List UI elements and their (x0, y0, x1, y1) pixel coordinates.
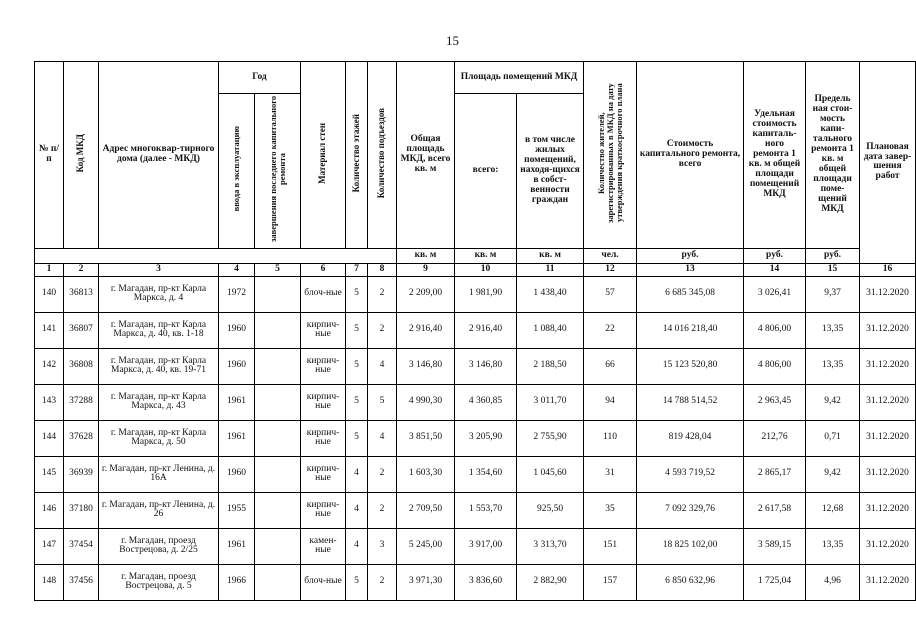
cell-repair-year (255, 384, 301, 420)
header-num: № п/п (35, 62, 64, 249)
cell-year: 1955 (219, 492, 255, 528)
cell-entrances: 2 (368, 276, 397, 312)
cell-entrances: 3 (368, 528, 397, 564)
cell-num: 140 (35, 276, 64, 312)
cell-repair-cost: 7 092 329,76 (637, 492, 744, 528)
table-row (35, 528, 916, 564)
cell-residents: 151 (584, 528, 637, 564)
cell-unit-cost: 212,76 (744, 420, 806, 456)
cell-premises-owned: 2 755,90 (517, 420, 584, 456)
cell-material: кирпич-ные (301, 348, 346, 384)
cell-material: кирпич-ные (301, 420, 346, 456)
cell-repair-cost: 14 016 218,40 (637, 312, 744, 348)
cell-address: г. Магадан, пр-кт Карла Маркса, д. 50 (99, 420, 219, 456)
cell-premises-total: 2 916,40 (455, 312, 517, 348)
cell-entrances: 4 (368, 348, 397, 384)
cell-code: 36807 (64, 312, 99, 348)
header-planned-date: Плановая дата завер-шения работ (860, 62, 916, 264)
cell-planned-date: 31.12.2020 (860, 312, 916, 348)
cell-repair-cost: 6 850 632,96 (637, 564, 744, 600)
cell-planned-date: 31.12.2020 (860, 384, 916, 420)
cell-repair-cost: 4 593 719,52 (637, 456, 744, 492)
header-year-commission: ввода в эксплуатацию (219, 94, 255, 249)
cell-premises-total: 1 553,70 (455, 492, 517, 528)
cell-max-cost: 9,42 (806, 384, 860, 420)
cell-premises-owned: 3 313,70 (517, 528, 584, 564)
cell-address: г. Магадан, пр-кт Карла Маркса, д. 4 (99, 276, 219, 312)
column-index: 15 (806, 263, 860, 276)
cell-area: 2 709,50 (397, 492, 455, 528)
table-body (35, 276, 916, 600)
cell-planned-date: 31.12.2020 (860, 456, 916, 492)
cell-max-cost: 0,71 (806, 420, 860, 456)
cell-year: 1972 (219, 276, 255, 312)
cell-unit-cost: 1 725,04 (744, 564, 806, 600)
cell-entrances: 4 (368, 420, 397, 456)
cell-repair-year (255, 456, 301, 492)
cell-area: 2 209,00 (397, 276, 455, 312)
cell-repair-cost: 14 788 514,52 (637, 384, 744, 420)
table-header (35, 62, 916, 277)
unit-repair-cost: руб. (637, 248, 744, 263)
cell-code: 36813 (64, 276, 99, 312)
cell-max-cost: 4,96 (806, 564, 860, 600)
table-row (35, 384, 916, 420)
cell-material: блоч-ные (301, 564, 346, 600)
cell-residents: 35 (584, 492, 637, 528)
cell-max-cost: 13,35 (806, 312, 860, 348)
cell-repair-year (255, 276, 301, 312)
cell-num: 148 (35, 564, 64, 600)
cell-address: г. Магадан, пр-кт Карла Маркса, д. 43 (99, 384, 219, 420)
header-residents: Количество жителей, зарегистрированных в МКД на дату утверждения краткосрочного плана (584, 62, 637, 249)
column-index: 12 (584, 263, 637, 276)
table-row (35, 312, 916, 348)
repair-plan-table (34, 61, 916, 601)
header-repair-cost: Стоимость капитального ремонта, всего (637, 62, 744, 249)
header-max-cost: Предель ная стои-мость капи-тального ремонта 1 кв. м общей площади поме-щений МКД (806, 62, 860, 249)
table-row (35, 420, 916, 456)
unit-unit-cost: руб. (744, 248, 806, 263)
cell-unit-cost: 4 806,00 (744, 348, 806, 384)
cell-floors: 5 (346, 348, 368, 384)
cell-num: 145 (35, 456, 64, 492)
cell-repair-year (255, 492, 301, 528)
cell-unit-cost: 4 806,00 (744, 312, 806, 348)
cell-premises-owned: 925,50 (517, 492, 584, 528)
column-index: 2 (64, 263, 99, 276)
cell-address: г. Магадан, пр-кт Ленина, д. 26 (99, 492, 219, 528)
cell-num: 141 (35, 312, 64, 348)
page-number: 15 (446, 33, 459, 48)
column-index: 8 (368, 263, 397, 276)
cell-code: 37454 (64, 528, 99, 564)
cell-material: кирпич-ные (301, 456, 346, 492)
column-index: 4 (219, 263, 255, 276)
cell-planned-date: 31.12.2020 (860, 564, 916, 600)
cell-repair-cost: 819 428,04 (637, 420, 744, 456)
cell-address: г. Магадан, пр-кт Карла Маркса, д. 40, кв. 1-18 (99, 312, 219, 348)
column-index: 6 (301, 263, 346, 276)
cell-max-cost: 9,37 (806, 276, 860, 312)
column-index: 9 (397, 263, 455, 276)
cell-premises-owned: 2 882,90 (517, 564, 584, 600)
cell-entrances: 2 (368, 312, 397, 348)
cell-premises-total: 3 917,00 (455, 528, 517, 564)
cell-address: г. Магадан, проезд Вострецова, д. 2/25 (99, 528, 219, 564)
cell-num: 142 (35, 348, 64, 384)
column-index: 5 (255, 263, 301, 276)
cell-material: кирпич-ные (301, 312, 346, 348)
column-index: 14 (744, 263, 806, 276)
cell-year: 1960 (219, 456, 255, 492)
cell-premises-owned: 1 088,40 (517, 312, 584, 348)
cell-residents: 157 (584, 564, 637, 600)
column-index-row (35, 263, 916, 276)
cell-premises-total: 3 205,90 (455, 420, 517, 456)
cell-premises-owned: 3 011,70 (517, 384, 584, 420)
cell-premises-total: 4 360,85 (455, 384, 517, 420)
cell-material: камен-ные (301, 528, 346, 564)
cell-planned-date: 31.12.2020 (860, 420, 916, 456)
cell-floors: 4 (346, 492, 368, 528)
cell-entrances: 2 (368, 456, 397, 492)
cell-num: 143 (35, 384, 64, 420)
header-address: Адрес многоквар-тирного дома (далее - МКД) (99, 62, 219, 249)
cell-max-cost: 9,42 (806, 456, 860, 492)
cell-address: г. Магадан, проезд Вострецова, д. 5 (99, 564, 219, 600)
unit-max-cost: руб. (806, 248, 860, 263)
cell-area: 3 971,30 (397, 564, 455, 600)
cell-code: 36808 (64, 348, 99, 384)
cell-area: 5 245,00 (397, 528, 455, 564)
header-premises-group: Площадь помещений МКД (455, 62, 584, 94)
cell-floors: 5 (346, 384, 368, 420)
cell-planned-date: 31.12.2020 (860, 492, 916, 528)
cell-unit-cost: 2 963,45 (744, 384, 806, 420)
cell-address: г. Магадан, пр-кт Карла Маркса, д. 40, кв. 19-71 (99, 348, 219, 384)
table-row (35, 456, 916, 492)
cell-year: 1961 (219, 420, 255, 456)
cell-code: 37288 (64, 384, 99, 420)
cell-area: 3 851,50 (397, 420, 455, 456)
cell-floors: 5 (346, 312, 368, 348)
table-row (35, 492, 916, 528)
cell-premises-total: 1 981,90 (455, 276, 517, 312)
cell-planned-date: 31.12.2020 (860, 348, 916, 384)
header-total-area: Общая площадь МКД, всего кв. м (397, 62, 455, 249)
unit-residents: чел. (584, 248, 637, 263)
cell-code: 37628 (64, 420, 99, 456)
column-index: 3 (99, 263, 219, 276)
cell-unit-cost: 3 589,15 (744, 528, 806, 564)
cell-year: 1960 (219, 348, 255, 384)
column-index: 10 (455, 263, 517, 276)
cell-planned-date: 31.12.2020 (860, 528, 916, 564)
cell-repair-year (255, 420, 301, 456)
cell-residents: 94 (584, 384, 637, 420)
header-material: Материал стен (301, 62, 346, 249)
cell-material: кирпич-ные (301, 492, 346, 528)
cell-planned-date: 31.12.2020 (860, 276, 916, 312)
cell-residents: 22 (584, 312, 637, 348)
cell-premises-total: 1 354,60 (455, 456, 517, 492)
header-year-last-repair: завершения последнего капитального ремонта (255, 94, 301, 249)
cell-code: 36939 (64, 456, 99, 492)
cell-repair-year (255, 348, 301, 384)
units-blank (35, 248, 397, 263)
column-index: 13 (637, 263, 744, 276)
cell-material: блоч-ные (301, 276, 346, 312)
column-index: 16 (860, 263, 916, 276)
cell-area: 4 990,30 (397, 384, 455, 420)
cell-entrances: 5 (368, 384, 397, 420)
cell-entrances: 2 (368, 492, 397, 528)
cell-floors: 5 (346, 420, 368, 456)
table-row (35, 564, 916, 600)
unit-premises-total: кв. м (455, 248, 517, 263)
cell-area: 3 146,80 (397, 348, 455, 384)
cell-address: г. Магадан, пр-кт Ленина, д. 16А (99, 456, 219, 492)
cell-premises-owned: 1 045,60 (517, 456, 584, 492)
units-row (35, 248, 916, 263)
cell-num: 144 (35, 420, 64, 456)
cell-residents: 57 (584, 276, 637, 312)
cell-num: 147 (35, 528, 64, 564)
cell-premises-total: 3 836,60 (455, 564, 517, 600)
cell-year: 1966 (219, 564, 255, 600)
cell-max-cost: 12,68 (806, 492, 860, 528)
cell-floors: 5 (346, 564, 368, 600)
cell-area: 1 603,30 (397, 456, 455, 492)
cell-repair-cost: 6 685 345,08 (637, 276, 744, 312)
unit-area: кв. м (397, 248, 455, 263)
cell-residents: 66 (584, 348, 637, 384)
cell-floors: 4 (346, 528, 368, 564)
cell-unit-cost: 2 865,17 (744, 456, 806, 492)
cell-repair-cost: 15 123 520,80 (637, 348, 744, 384)
header-year-group: Год (219, 62, 301, 94)
cell-floors: 5 (346, 276, 368, 312)
header-unit-cost: Удельная стоимость капиталь-ного ремонта 1 кв. м общей площади помещений МКД (744, 62, 806, 249)
column-index: 11 (517, 263, 584, 276)
cell-year: 1960 (219, 312, 255, 348)
header-entrances: Количество подъездов (368, 62, 397, 249)
cell-max-cost: 13,35 (806, 528, 860, 564)
column-index: 7 (346, 263, 368, 276)
cell-repair-year (255, 528, 301, 564)
header-floors: Количество этажей (346, 62, 368, 249)
cell-material: кирпич-ные (301, 384, 346, 420)
cell-code: 37456 (64, 564, 99, 600)
cell-year: 1961 (219, 528, 255, 564)
cell-premises-owned: 2 188,50 (517, 348, 584, 384)
cell-repair-year (255, 312, 301, 348)
cell-repair-year (255, 564, 301, 600)
unit-premises-owned: кв. м (517, 248, 584, 263)
cell-year: 1961 (219, 384, 255, 420)
cell-unit-cost: 3 026,41 (744, 276, 806, 312)
table-row (35, 348, 916, 384)
cell-premises-total: 3 146,80 (455, 348, 517, 384)
table-row (35, 276, 916, 312)
cell-premises-owned: 1 438,40 (517, 276, 584, 312)
header-premises-total: всего: (455, 94, 517, 249)
cell-unit-cost: 2 617,58 (744, 492, 806, 528)
cell-residents: 110 (584, 420, 637, 456)
cell-max-cost: 13,35 (806, 348, 860, 384)
column-index: 1 (35, 263, 64, 276)
cell-code: 37180 (64, 492, 99, 528)
header-code: Код МКД (64, 62, 99, 249)
cell-num: 146 (35, 492, 64, 528)
cell-area: 2 916,40 (397, 312, 455, 348)
cell-repair-cost: 18 825 102,00 (637, 528, 744, 564)
cell-floors: 4 (346, 456, 368, 492)
cell-entrances: 2 (368, 564, 397, 600)
cell-residents: 31 (584, 456, 637, 492)
header-premises-owned: в том числе жилых помещений, находя-щихся в собст-венности граждан (517, 94, 584, 249)
